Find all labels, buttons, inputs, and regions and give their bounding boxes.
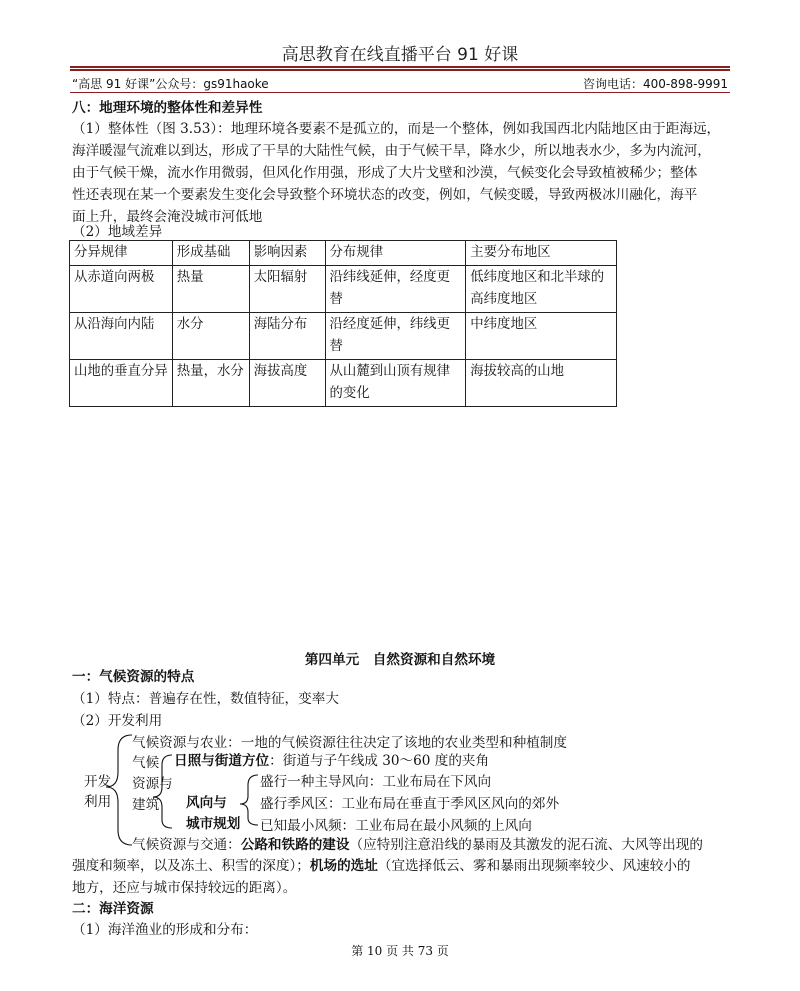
traffic-airport-text: （宜选择低云、雾和暴雨出现频率较少、风速较小的 (377, 858, 691, 874)
table-cell: 沿经度延伸，纬线更替 (325, 313, 466, 360)
tree-building-label (132, 753, 173, 816)
section8-p1-line: 海洋暖湿气流难以到达，形成了干旱的大陆性气候，由于气候干旱，降水少，所以地表水少，多为内流河， (72, 143, 711, 159)
table-cell: 从沿海向内陆 (70, 313, 173, 360)
table-cell: 热量 (172, 266, 249, 313)
wind-item: 盛行季风区：工业布局在垂直于季风区风向的郊外 (260, 796, 560, 812)
tree-building-line: 气候 (132, 755, 160, 771)
table-header-cell: 分异规律 (70, 241, 173, 266)
wind-label-line: 城市规划 (186, 816, 241, 832)
climate-features: （1）特点：普遍存在性，数值特征，变率大 (72, 691, 339, 707)
traffic-line2 (72, 856, 732, 876)
table-cell: 山地的垂直分异 (70, 360, 173, 407)
table-cell: 海陆分布 (249, 313, 325, 360)
tree-building-line: 资源与 (132, 776, 173, 792)
tree-building-line: 建筑 (132, 797, 160, 813)
header-phone: 咨询电话：400-898-9991 (582, 77, 728, 91)
header-wechat: “高思 91 好课”公众号：gs91haoke (72, 77, 269, 91)
tree-traffic (132, 835, 703, 855)
table-cell: 海拔高度 (249, 360, 325, 407)
climate-heading: 一：气候资源的特点 (72, 669, 195, 685)
sunlight-label: 日照与街道方位 (174, 753, 270, 769)
unit4-title: 第四单元 自然资源和自然环境 (304, 652, 496, 668)
tree-root (84, 772, 111, 812)
sunlight-text: ：街道与子午线成 30～60 度的夹角 (269, 753, 490, 769)
header-title: 高思教育在线直播平台 91 好课 (281, 45, 519, 65)
wind-bracket (240, 775, 258, 825)
table-cell: 从山麓到山顶有规律的变化 (325, 360, 466, 407)
wind-label-line: 风向与 (186, 795, 227, 811)
traffic-line2-text: 强度和频率，以及冻土、积雪的深度）； (72, 858, 310, 874)
table-header-cell: 分布规律 (325, 241, 466, 266)
ocean-fishery: （1）海洋渔业的形成和分布： (72, 922, 258, 938)
section8-p1-line: 面上升，最终会淹没城市河低地 (72, 209, 263, 225)
traffic-airport: 机场的选址 (309, 858, 378, 874)
section8-p2: （2）地域差异 (72, 224, 163, 240)
table-cell: 太阳辐射 (249, 266, 325, 313)
traffic-roads-text: （应特别注意沿线的暴雨及其激发的泥石流、大风等出现的 (349, 837, 703, 853)
tree-root-line: 开发 (84, 774, 112, 790)
table-cell: 热量，水分 (172, 360, 249, 407)
traffic-line3: 地方，还应与城市保持较远的距离）。 (72, 880, 297, 896)
page-number: 第 10 页 共 73 页 (351, 944, 449, 958)
section8-heading: 八：地理环境的整体性和差异性 (72, 100, 263, 116)
tree-wind-label (186, 793, 240, 835)
tree-wind-items (260, 771, 559, 837)
table-header-cell: 形成基础 (172, 241, 249, 266)
wind-item: 已知最小风频：工业布局在最小风频的上风向 (260, 818, 532, 834)
table-cell: 中纬度地区 (466, 313, 617, 360)
tree-sunlight (174, 751, 489, 771)
section8-p1-line: （1）整体性（图 3.53）：地理环境各要素不是孤立的，而是一个整体，例如我国西北内陆地区由于距海远， (72, 121, 721, 137)
ocean-heading: 二：海洋资源 (72, 901, 154, 917)
section8-p1-line: 性还表现在某一个要素发生变化会导致整个环境状态的改变，例如，气候变暖，导致两极冰川融化，海平 (72, 187, 698, 203)
table-header-cell: 主要分布地区 (466, 241, 617, 266)
table-cell: 从赤道向两极 (70, 266, 173, 313)
table-cell: 沿纬线延伸，经度更替 (325, 266, 466, 313)
climate-development: （2）开发利用 (72, 713, 163, 729)
table-cell: 水分 (172, 313, 249, 360)
table-cell: 海拔较高的山地 (466, 360, 617, 407)
section8-p1-line: 由于气候干燥，流水作用微弱，但风化作用强，形成了大片戈壁和沙漠，气候变化会导致植被稀少；整体 (72, 165, 698, 181)
traffic-roads: 公路和铁路的建设 (240, 837, 350, 853)
traffic-label: 气候资源与交通： (132, 837, 241, 853)
wind-item: 盛行一种主导风向：工业布局在下风向 (260, 774, 492, 790)
tree-agriculture: 气候资源与农业：一地的气候资源往往决定了该地的农业类型和种植制度 (132, 735, 567, 751)
tree-root-line: 利用 (84, 794, 112, 810)
table-cell: 低纬度地区和北半球的高纬度地区 (466, 266, 617, 313)
table-header-cell: 影响因素 (249, 241, 325, 266)
